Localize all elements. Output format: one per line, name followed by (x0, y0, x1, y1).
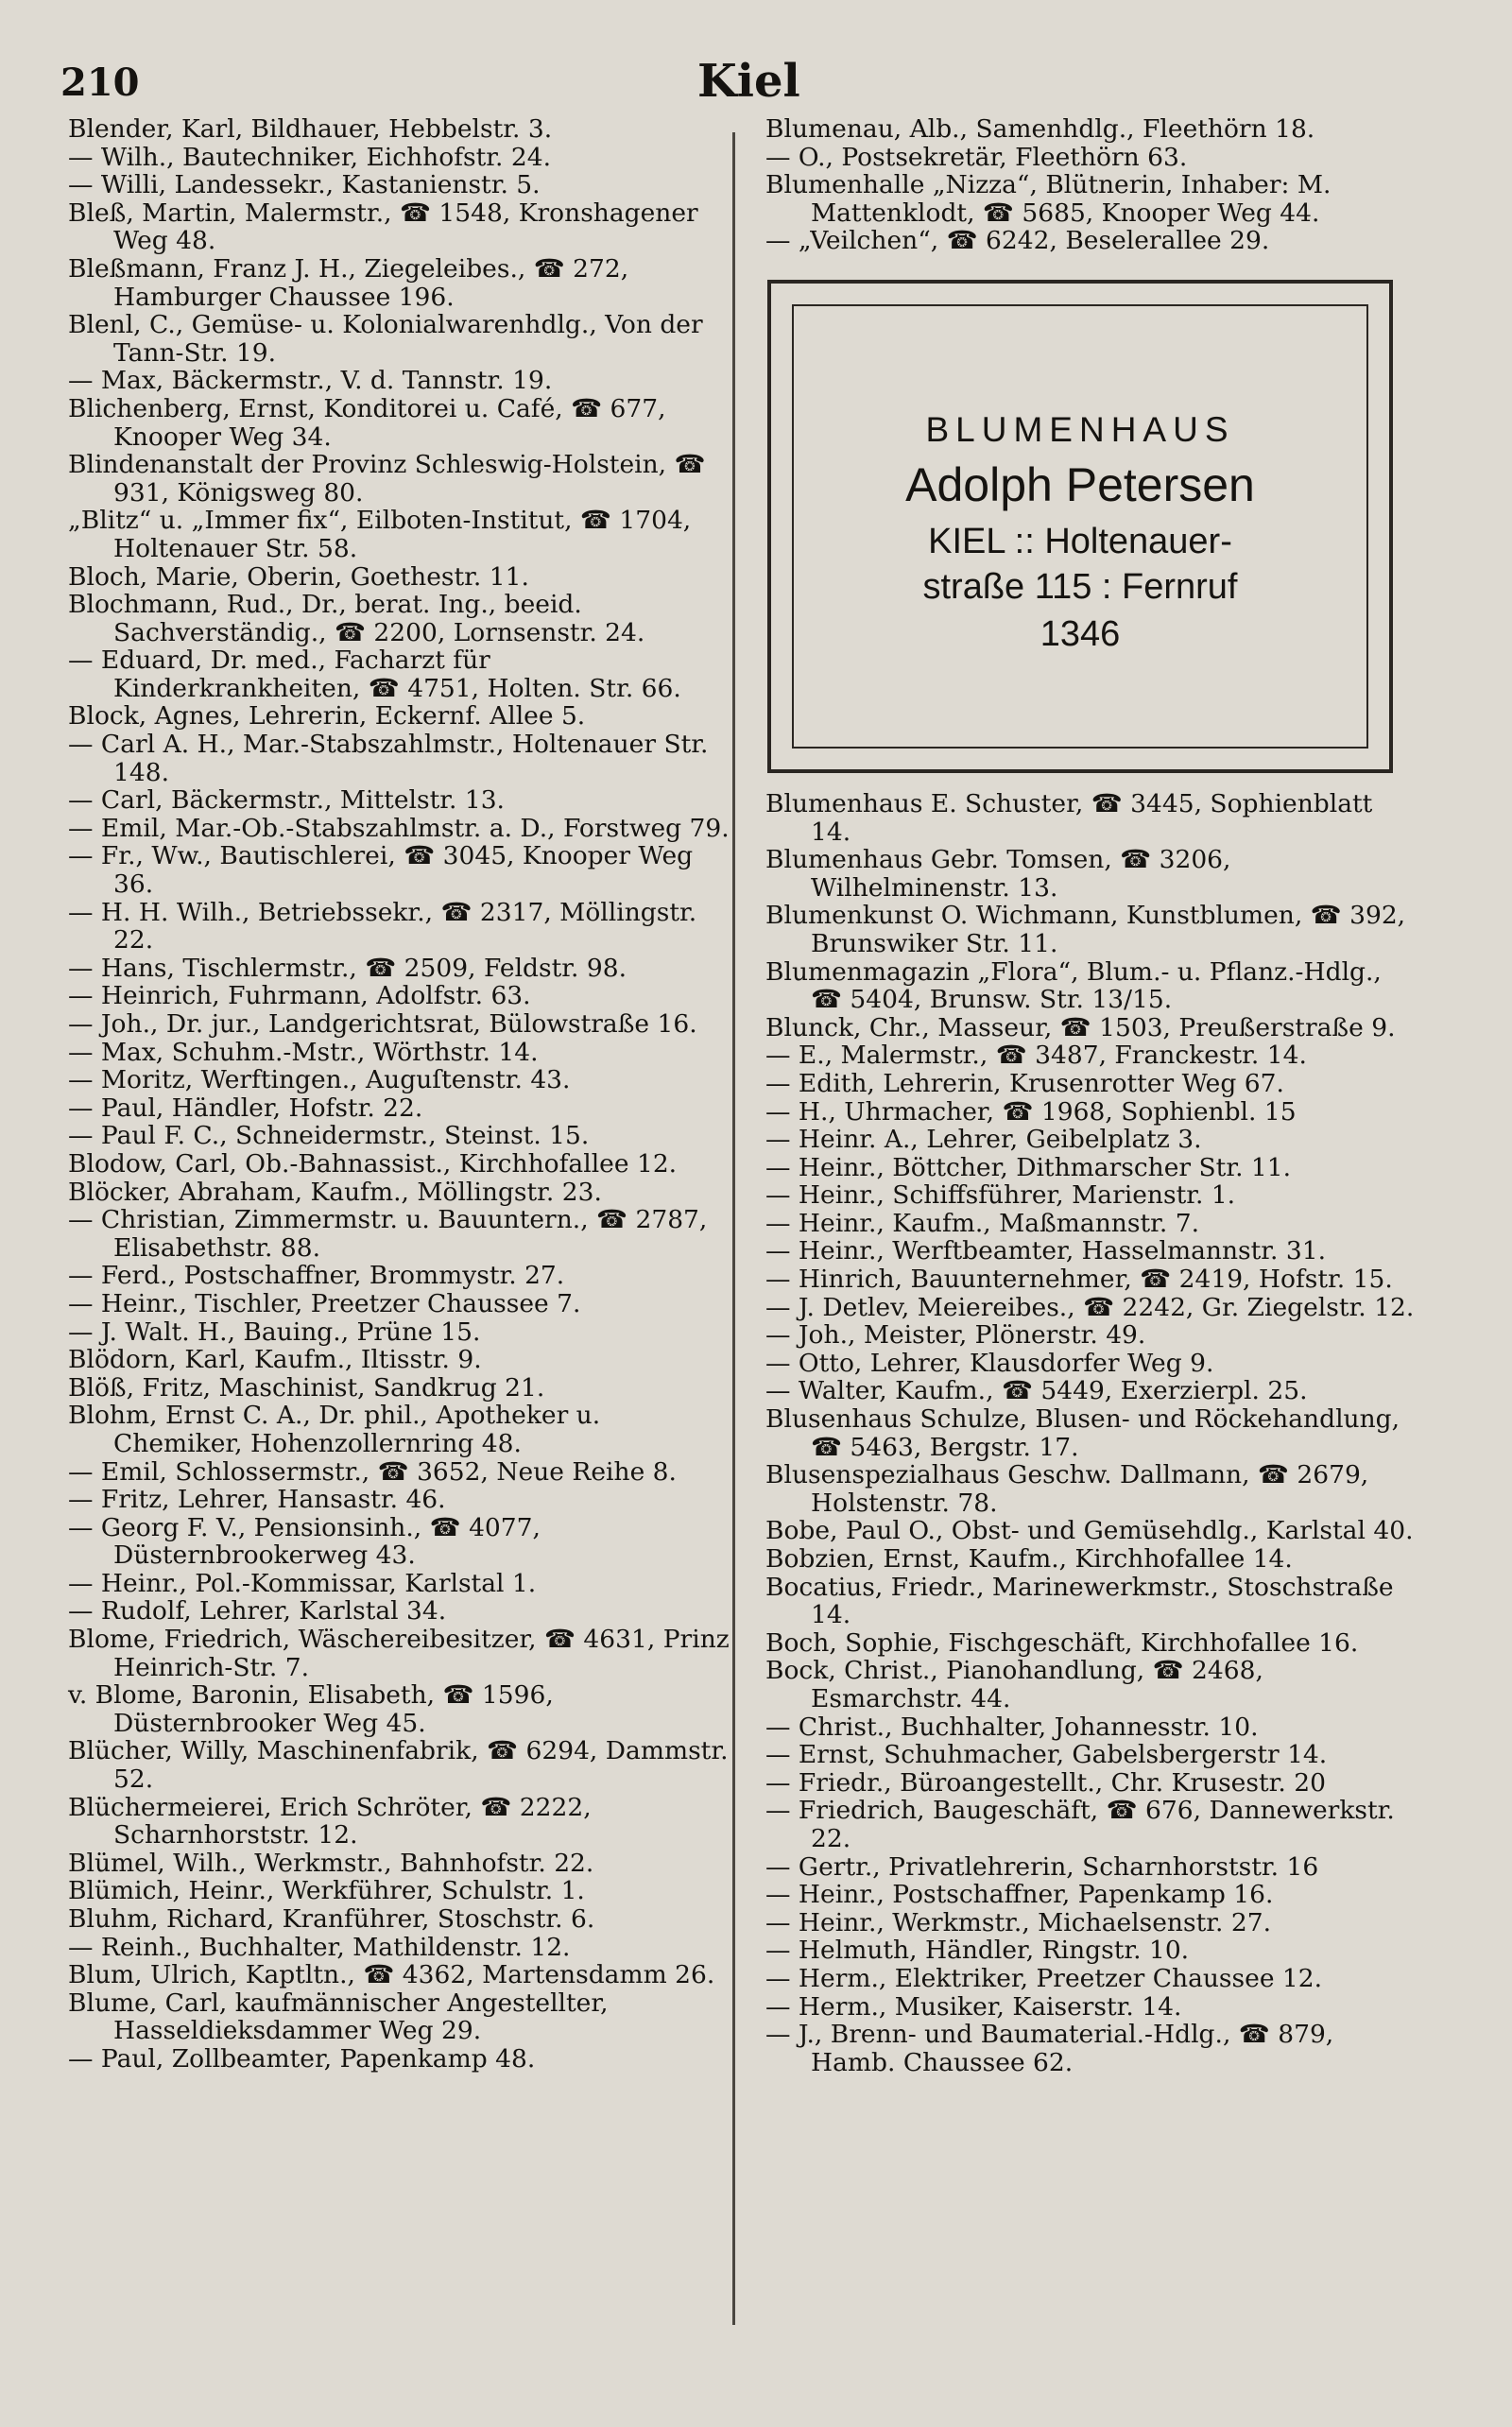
directory-entry: — Friedr., Büroangestellt., Chr. Krusestr. 20 (765, 1767, 1326, 1798)
directory-entry: — Otto, Lehrer, Klausdorfer Weg 9. (765, 1348, 1214, 1378)
directory-entry: Bluhm, Richard, Kranführer, Stoschstr. 6. (68, 1904, 595, 1934)
directory-entry: — Heinr., Pol.-Kommissar, Karlstal 1. (68, 1568, 537, 1598)
column-divider (732, 132, 735, 2325)
directory-entry: — Emil, Mar.-Ob.-Stabszahlmstr. a. D., Forstweg 79. (68, 813, 730, 843)
directory-entry: — Hans, Tischlermstr., ☎ 2509, Feldstr. 98. (68, 953, 627, 983)
directory-entry: — Heinr. A., Lehrer, Geibelplatz 3. (765, 1125, 1202, 1155)
directory-entry: Bleßmann, Franz J. H., Ziegeleibes., ☎ 272, Hamburger Chaussee 196. (68, 253, 629, 312)
directory-entry: — Georg F. V., Pensionsinh., ☎ 4077, Düsternbrookerweg 43. (68, 1512, 541, 1571)
directory-entry: — Gertr., Privatlehrerin, Scharnhorststr. 16 (765, 1851, 1319, 1882)
directory-entry: Blichenberg, Ernst, Konditorei u. Café, ☎ 677, Knooper Weg 34. (68, 393, 666, 452)
directory-entry: — Edith, Lehrerin, Krusenrotter Weg 67. (765, 1068, 1284, 1098)
directory-entry: — Heinrich, Fuhrmann, Adolfstr. 63. (68, 981, 531, 1011)
directory-entry: — Christ., Buchhalter, Johannesstr. 10. (765, 1712, 1259, 1742)
ad-line-owner: Adolph Petersen (905, 457, 1255, 511)
directory-entry: — Rudolf, Lehrer, Karlstal 34. (68, 1596, 447, 1627)
directory-entry: Blumenhaus E. Schuster, ☎ 3445, Sophienblatt 14. (765, 788, 1373, 847)
directory-entry: Blusenhaus Schulze, Blusen- und Röckehandlung, ☎ 5463, Bergstr. 17. (765, 1404, 1400, 1462)
right-column-top-entries (765, 115, 1418, 255)
directory-entry: Blümel, Wilh., Werkmstr., Bahnhofstr. 22. (68, 1848, 594, 1878)
directory-entry: Blochmann, Rud., Dr., berat. Ing., beeid. Sachverständig., ☎ 2200, Lornsenstr. 24. (68, 590, 645, 647)
directory-entry: — Fr., Ww., Bautischlerei, ☎ 3045, Knooper Weg 36. (68, 841, 694, 900)
directory-entry: Blohm, Ernst C. A., Dr. phil., Apotheker u. Chemiker, Hohenzollernring 48. (68, 1401, 601, 1458)
directory-entry: — J. Walt. H., Bauing., Prüne 15. (68, 1317, 481, 1347)
directory-entry: — J., Brenn- und Baumaterial.-Hdlg., ☎ 879, Hamb. Chaussee 62. (765, 2020, 1334, 2077)
directory-entry: — Ernst, Schuhmacher, Gabelsbergerstr 14. (765, 1740, 1328, 1770)
directory-entry: — Eduard, Dr. med., Facharzt für Kinderkrankheiten, ☎ 4751, Holten. Str. 66. (68, 645, 681, 703)
directory-entry: Blodow, Carl, Ob.-Bahnassist., Kirchhofallee 12. (68, 1148, 678, 1179)
right-column-bottom-entries (765, 790, 1418, 2076)
directory-entry: — Heinr., Tischler, Preetzer Chaussee 7. (68, 1288, 581, 1318)
directory-entry: — Moritz, Werftingen., Auguſtenstr. 43. (68, 1065, 571, 1095)
directory-entry: — Paul F. C., Schneidermstr., Steinst. 15. (68, 1121, 590, 1151)
directory-entry: — Reinh., Buchhalter, Mathildenstr. 12. (68, 1932, 571, 1962)
ad-line-phone: 1346 (1040, 613, 1121, 654)
directory-entry: Blödorn, Karl, Kaufm., Iltisstr. 9. (68, 1345, 482, 1375)
directory-entry: — Herm., Elektriker, Preetzer Chaussee 12. (765, 1963, 1323, 1993)
directory-entry: Block, Agnes, Lehrerin, Eckernf. Allee 5. (68, 701, 586, 732)
directory-entry: Blume, Carl, kaufmännischer Angestellter, Hasseldieksdammer Weg 29. (68, 1988, 609, 2046)
directory-entry: — Heinr., Kaufm., Maßmannstr. 7. (765, 1208, 1199, 1238)
ad-line-shop-type: BLUMENHAUS (925, 409, 1235, 449)
directory-entry: Blenl, C., Gemüse- u. Kolonialwarenhdlg., Von der Tann-Str. 19. (68, 310, 703, 368)
directory-entry: — Paul, Händler, Hofstr. 22. (68, 1093, 423, 1123)
directory-entry: — Walter, Kaufm., ☎ 5449, Exerzierpl. 25. (765, 1376, 1308, 1406)
directory-entry: — Friedrich, Baugeschäft, ☎ 676, Dannewerkstr. 22. (765, 1796, 1395, 1853)
directory-entry: — Helmuth, Händler, Ringstr. 10. (765, 1936, 1190, 1966)
directory-entry: — Max, Bäckermstr., V. d. Tannstr. 19. (68, 366, 553, 396)
directory-entry: — Max, Schuhm.-Mstr., Wörthstr. 14. (68, 1037, 539, 1067)
directory-entry: — Joh., Dr. jur., Landgerichtsrat, Bülowstraße 16. (68, 1009, 697, 1039)
directory-entry: — Christian, Zimmermstr. u. Bauuntern., ☎ 2787, Elisabethstr. 88. (68, 1205, 708, 1263)
directory-entry: Blunck, Chr., Masseur, ☎ 1503, Preußerstraße 9. (765, 1012, 1396, 1042)
directory-entry: Blümich, Heinr., Werkführer, Schulstr. 1. (68, 1876, 585, 1906)
directory-entry: — Heinr., Böttcher, Dithmarscher Str. 11. (765, 1152, 1292, 1182)
directory-entry: „Blitz“ u. „Immer fix“, Eilboten-Institut, ☎ 1704, Holtenauer Str. 58. (68, 506, 692, 563)
directory-entry: — Paul, Zollbeamter, Papenkamp 48. (68, 2043, 536, 2074)
directory-entry: Blüchermeierei, Erich Schröter, ☎ 2222, Scharnhorststr. 12. (68, 1792, 592, 1850)
advertisement-box (767, 280, 1393, 773)
directory-entry: Blumenhalle „Nizza“, Blütnerin, Inhaber: M. Mattenklodt, ☎ 5685, Knooper Weg 44. (765, 170, 1332, 228)
directory-entry: Bocatius, Friedr., Marinewerkmstr., Stoschstraße 14. (765, 1572, 1394, 1630)
directory-entry: — „Veilchen“, ☎ 6242, Beselerallee 29. (765, 226, 1270, 256)
left-column (68, 115, 730, 2074)
directory-entry: — E., Malermstr., ☎ 3487, Franckestr. 14. (765, 1041, 1307, 1071)
directory-entry: — Hinrich, Bauunternehmer, ☎ 2419, Hofstr. 15. (765, 1265, 1393, 1295)
directory-entry: — Ferd., Postschaffner, Brommystr. 27. (68, 1261, 565, 1291)
directory-entry: — Fritz, Lehrer, Hansastr. 46. (68, 1485, 446, 1515)
directory-entry: Blumenhaus Gebr. Tomsen, ☎ 3206, Wilhelminenstr. 13. (765, 845, 1231, 903)
ad-line-street: straße 115 : Fernruf (922, 566, 1238, 607)
directory-entry: Boch, Sophie, Fischgeschäft, Kirchhofallee 16. (765, 1627, 1359, 1658)
directory-entry: — Wilh., Bautechniker, Eichhofstr. 24. (68, 142, 552, 172)
directory-entry: Blöcker, Abraham, Kaufm., Möllingstr. 23. (68, 1177, 602, 1207)
directory-entry: Blindenanstalt der Provinz Schleswig-Holstein, ☎ 931, Königsweg 80. (68, 450, 706, 508)
page-number: 210 (60, 60, 140, 105)
directory-entry: — Heinr., Schiffsführer, Marienstr. 1. (765, 1180, 1236, 1211)
directory-entry: — Heinr., Werftbeamter, Hasselmannstr. 31. (765, 1236, 1327, 1266)
directory-entry: Bock, Christ., Pianohandlung, ☎ 2468, Esmarchstr. 44. (765, 1656, 1263, 1713)
directory-entry: Blome, Friedrich, Wäschereibesitzer, ☎ 4631, Prinz Heinrich-Str. 7. (68, 1625, 730, 1682)
directory-entry: — Carl A. H., Mar.-Stabszahlmstr., Holtenauer Str. 148. (68, 730, 709, 787)
directory-entry: Bleß, Martin, Malermstr., ☎ 1548, Kronshagener Weg 48. (68, 198, 698, 256)
directory-entry: Blum, Ulrich, Kaptltn., ☎ 4362, Martensdamm 26. (68, 1960, 715, 1990)
directory-entry: Blender, Karl, Bildhauer, Hebbelstr. 3. (68, 114, 553, 144)
directory-entry: Blumenau, Alb., Samenhdlg., Fleethörn 18. (765, 114, 1315, 144)
directory-entry: — Carl, Bäckermstr., Mittelstr. 13. (68, 785, 505, 816)
directory-entry: v. Blome, Baronin, Elisabeth, ☎ 1596, Düsternbrooker Weg 45. (68, 1680, 554, 1738)
directory-entry: — Willi, Landessekr., Kastanienstr. 5. (68, 170, 541, 200)
ad-line-city: KIEL :: Holtenauer- (928, 521, 1232, 561)
page-header: Kiel (697, 55, 800, 108)
directory-entry: — H. H. Wilh., Betriebssekr., ☎ 2317, Möllingstr. 22. (68, 897, 697, 955)
directory-entry: — Heinr., Werkmstr., Michaelsenstr. 27. (765, 1907, 1271, 1937)
directory-entry: — Joh., Meister, Plönerstr. 49. (765, 1320, 1146, 1351)
directory-entry: — O., Postsekretär, Fleethörn 63. (765, 142, 1188, 172)
advertisement-inner-frame (792, 304, 1368, 749)
directory-entry: Blusenspezialhaus Geschw. Dallmann, ☎ 2679, Holstenstr. 78. (765, 1460, 1369, 1518)
directory-entry: Bloch, Marie, Oberin, Goethestr. 11. (68, 561, 529, 592)
right-column (765, 115, 1418, 2076)
directory-entry: Blücher, Willy, Maschinenfabrik, ☎ 6294, Dammstr. 52. (68, 1736, 729, 1795)
directory-entry: Blumenmagazin „Flora“, Blum.- u. Pflanz.-Hdlg., ☎ 5404, Brunsw. Str. 13/15. (765, 956, 1382, 1015)
directory-entry: Bobzien, Ernst, Kaufm., Kirchhofallee 14. (765, 1544, 1293, 1574)
directory-entry: — H., Uhrmacher, ☎ 1968, Sophienbl. 15 (765, 1096, 1297, 1127)
directory-entry: — J. Detlev, Meiereibes., ☎ 2242, Gr. Ziegelstr. 12. (765, 1292, 1415, 1322)
directory-entry: Blöß, Fritz, Maschinist, Sandkrug 21. (68, 1372, 545, 1403)
directory-entry: — Heinr., Postschaffner, Papenkamp 16. (765, 1880, 1274, 1910)
directory-entry: — Emil, Schlossermstr., ☎ 3652, Neue Reihe 8. (68, 1456, 677, 1487)
directory-entry: Blumenkunst O. Wichmann, Kunstblumen, ☎ 392, Brunswiker Str. 11. (765, 901, 1406, 958)
directory-entry: — Herm., Musiker, Kaiserstr. 14. (765, 1991, 1182, 2022)
directory-entry: Bobe, Paul O., Obst- und Gemüsehdlg., Karlstal 40. (765, 1516, 1414, 1546)
